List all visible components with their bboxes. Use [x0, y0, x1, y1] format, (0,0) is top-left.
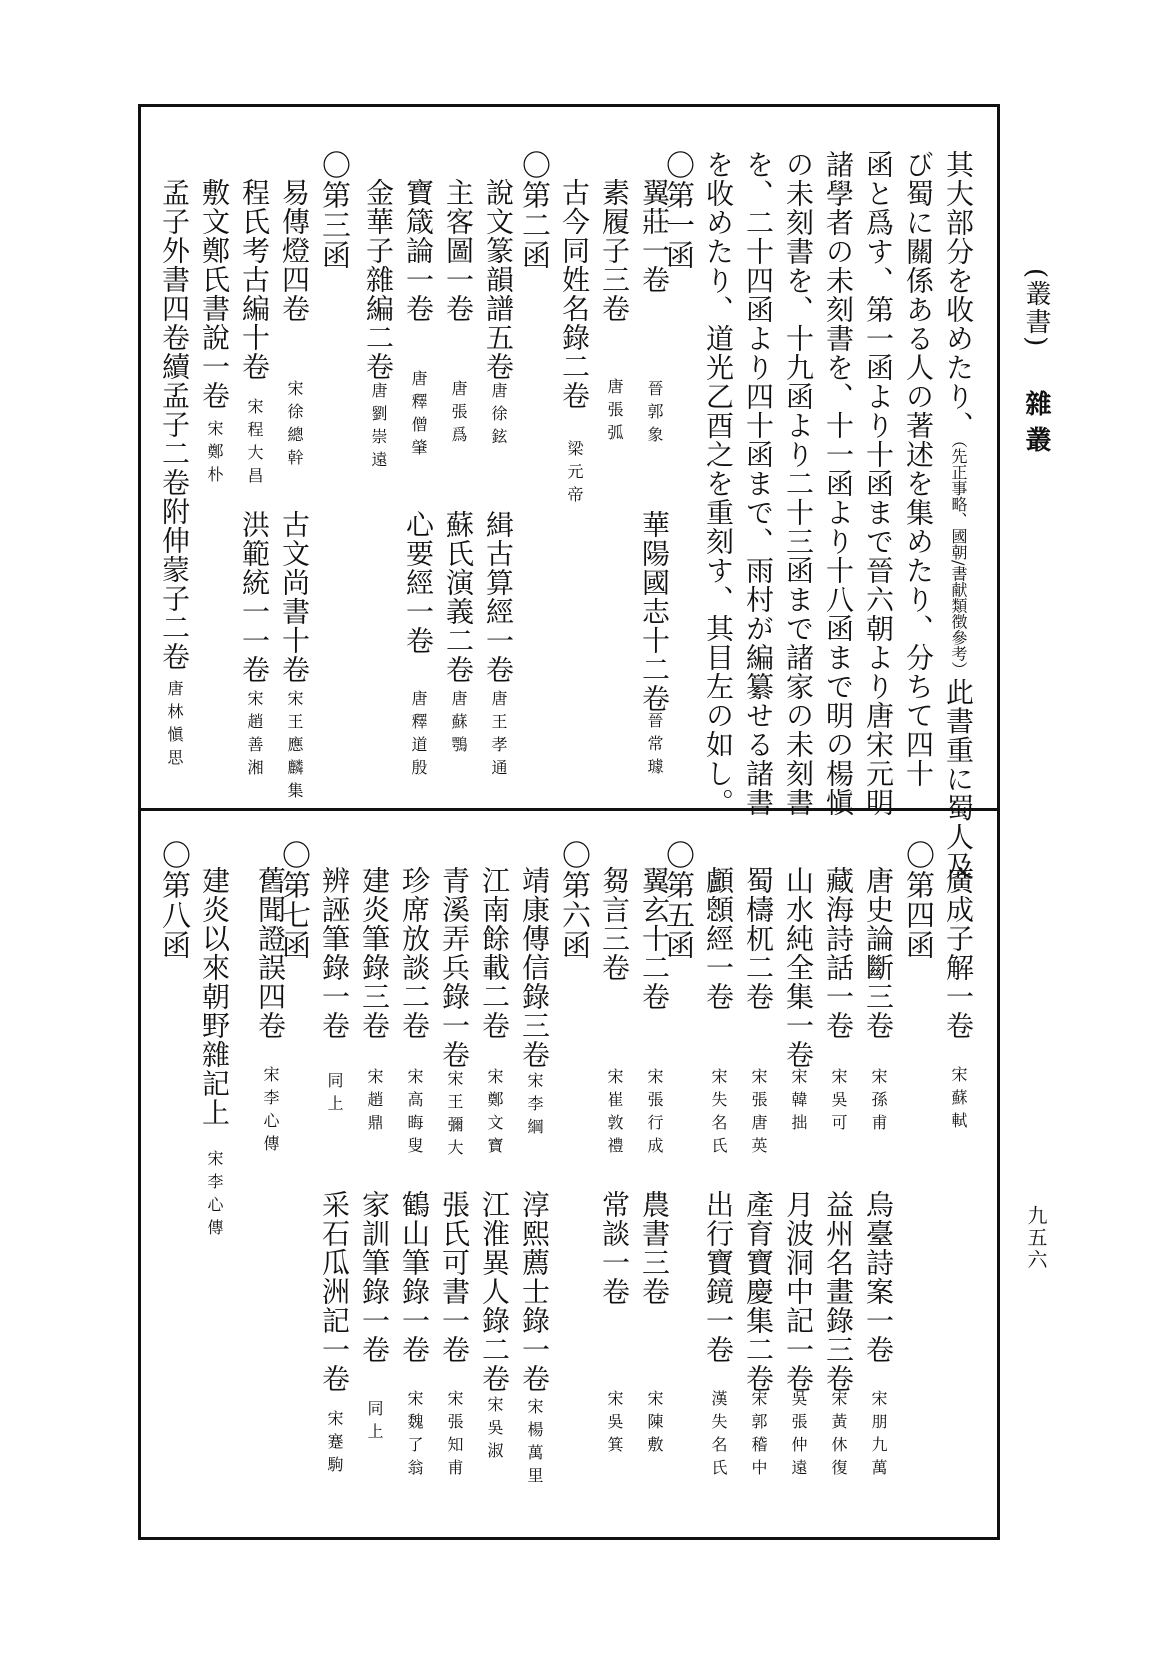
entry-author: 同上: [365, 1400, 384, 1446]
entry-title: 出行寶鏡一卷: [702, 1190, 735, 1364]
entry-title: 靖康傳信錄三卷: [518, 866, 551, 1069]
entry-title: 益州名畫錄三卷: [822, 1190, 855, 1393]
entry-title: 建炎筆錄三卷: [358, 866, 391, 1040]
intro-line: 諸學者の未刻書を、十一函より十八函まで明の楊愼: [822, 150, 855, 817]
entry-title: 寶箴論一卷: [402, 178, 435, 323]
intro-line: を、二十四函より四十函まで、雨村が編纂せる諸書: [742, 150, 775, 817]
entry-author: 唐張爲: [449, 380, 468, 449]
entry-author: 宋崔敦禮: [605, 1068, 624, 1160]
entry-author: 宋鄭文寶: [485, 1068, 504, 1160]
entry-title: 洪範統一一卷: [238, 510, 271, 684]
intro-line: 其大部分を收めたり、（先正事略、國朝/書献類徴參考）此書重に蜀人及: [942, 150, 975, 881]
entry-title: 翼莊一卷: [638, 178, 671, 294]
entry-author: 晉常璩: [645, 712, 664, 781]
entry-author: 宋高晦叟: [405, 1068, 424, 1160]
entry-title: 金華子雜編二卷: [362, 178, 395, 381]
entry-author: 宋張行成: [645, 1068, 664, 1160]
entry-author: 唐釋僧肇: [409, 370, 428, 462]
entry-title: 蜀檮杌二卷: [742, 866, 775, 1011]
entry-author: 宋李綱: [525, 1072, 544, 1141]
entry-author: 宋王應麟集: [285, 690, 304, 805]
entry-title: 緝古算經一卷: [482, 510, 515, 684]
case-heading: 〇第七函: [278, 840, 312, 960]
intro-line: び蜀に關係ある人の著述を集めたり、分ちて四十: [902, 150, 935, 788]
entry-title: 江南餘載二卷: [478, 866, 511, 1040]
entry-author: 唐蘇鶚: [449, 690, 468, 759]
entry-title: 說文篆韻譜五卷: [482, 178, 515, 381]
entry-author: 唐徐鉉: [489, 382, 508, 451]
intro-line: を收めたり、道光乙酉之を重刻す、其目左の如し。: [702, 150, 735, 817]
entry-author: 唐釋道殷: [409, 690, 428, 782]
entry-author: 宋楊萬里: [525, 1398, 544, 1490]
entry-title: 建炎以來朝野雜記上: [198, 866, 231, 1127]
entry-title: 月波洞中記一卷: [782, 1190, 815, 1393]
entry-author: 宋程大昌: [245, 398, 264, 490]
entry-title: 江淮異人錄二卷: [478, 1190, 511, 1393]
entry-author: 唐林愼思: [165, 680, 184, 772]
entry-title: 翼玄十二卷: [638, 866, 671, 1011]
entry-title: 淳熙薦士錄一卷: [518, 1190, 551, 1393]
entry-author: 同上: [325, 1072, 344, 1118]
entry-title: 顱顖經一卷: [702, 866, 735, 1011]
entry-title: 舊聞證誤四卷: [254, 866, 287, 1040]
entry-title: 常談一卷: [598, 1190, 631, 1306]
case-heading: 〇第三函: [318, 150, 352, 270]
entry-author: 宋郭稽中: [749, 1390, 768, 1482]
entry-author: 唐張弧: [605, 378, 624, 447]
book-category: (叢書): [1021, 268, 1051, 349]
case-heading: 〇第二函: [518, 150, 552, 270]
case-heading: 〇第五函: [662, 840, 696, 960]
entry-title: 珍席放談二卷: [398, 866, 431, 1040]
entry-title: 產育寶慶集二卷: [742, 1190, 775, 1393]
entry-title: 芻言三卷: [598, 866, 631, 982]
entry-title: 華陽國志十二卷: [638, 510, 671, 713]
page-title: 雜叢: [1021, 390, 1051, 462]
entry-author: 宋李心傳: [261, 1066, 280, 1158]
entry-author: 宋張知甫: [445, 1390, 464, 1482]
entry-title: 藏海詩話一卷: [822, 866, 855, 1040]
entry-author: 宋蘇軾: [949, 1066, 968, 1135]
entry-author: 宋李心傳: [205, 1150, 224, 1242]
entry-title: 烏臺詩案一卷: [862, 1190, 895, 1364]
entry-title: 唐史論斷三卷: [862, 866, 895, 1040]
entry-author: 宋王彌大: [445, 1070, 464, 1162]
entry-author: 宋徐總幹: [285, 380, 304, 472]
entry-author: 宋趙鼎: [365, 1068, 384, 1137]
entry-author: 宋吳箕: [605, 1390, 624, 1459]
entry-title: 蘇氏演義二卷: [442, 510, 475, 684]
entry-author: 漢失名氏: [709, 1390, 728, 1482]
entry-title: 鶴山筆錄一卷: [398, 1190, 431, 1364]
case-heading: 〇第四函: [902, 840, 936, 960]
entry-title: 山水純全集一卷: [782, 866, 815, 1069]
entry-author: 宋韓拙: [789, 1068, 808, 1137]
entry-author: 宋失名氏: [709, 1068, 728, 1160]
entry-title: 敷文鄭氏書說一卷: [198, 178, 231, 410]
entry-title: 主客圖一卷: [442, 178, 475, 323]
entry-title: 素履子三卷: [598, 178, 631, 323]
entry-title: 農書三卷: [638, 1190, 671, 1306]
entry-author: 宋魏了翁: [405, 1390, 424, 1482]
entry-title: 孟子外書四卷續孟子二卷附伸蒙子二卷: [158, 178, 191, 671]
entry-title: 青溪弄兵錄一卷: [438, 866, 471, 1069]
entry-title: 心要經一卷: [402, 510, 435, 655]
intro-line: の未刻書を、十九函より二十三函まで諸家の未刻書: [782, 150, 815, 817]
entry-author: 宋張唐英: [749, 1068, 768, 1160]
entry-author: 梁元帝: [565, 440, 584, 509]
entry-title: 辨誣筆錄一卷: [318, 866, 351, 1040]
entry-author: 宋趙善湘: [245, 690, 264, 782]
entry-author: 宋吳可: [829, 1068, 848, 1137]
page-number: 九五六: [1024, 1205, 1048, 1271]
entry-author: 宋朋九萬: [869, 1390, 888, 1482]
intro-note: 先正事略、國朝: [949, 448, 968, 560]
entry-author: 晉郭象: [645, 380, 664, 449]
entry-author: 唐劉崇遠: [369, 382, 388, 474]
intro-line: 函と爲す、第一函より十函まで晉六朝より唐宋元明: [862, 150, 895, 817]
entry-author: 吳張仲遠: [789, 1390, 808, 1482]
entry-title: 程氏考古編十卷: [238, 178, 271, 381]
entry-author: 宋孫甫: [869, 1068, 888, 1137]
entry-title: 古今同姓名錄二卷: [558, 178, 591, 410]
entry-title: 易傳燈四卷: [278, 178, 311, 323]
entry-title: 廣成子解一卷: [942, 866, 975, 1040]
entry-author: 唐王孝通: [489, 690, 508, 782]
entry-author: 宋鄭朴: [205, 420, 224, 489]
entry-author: 宋黃休復: [829, 1390, 848, 1482]
case-heading: 〇第八函: [158, 840, 192, 960]
entry-title: 家訓筆錄一卷: [358, 1190, 391, 1364]
entry-author: 宋吳淑: [485, 1396, 504, 1465]
case-heading: 〇第一函: [662, 150, 696, 270]
entry-title: 張氏可書一卷: [438, 1190, 471, 1364]
entry-author: 宋蹇駒: [325, 1410, 344, 1479]
entry-author: 宋陳敷: [645, 1390, 664, 1459]
entry-title: 采石瓜洲記一卷: [318, 1190, 351, 1393]
entry-title: 古文尚書十卷: [278, 510, 311, 684]
case-heading: 〇第六函: [558, 840, 592, 960]
